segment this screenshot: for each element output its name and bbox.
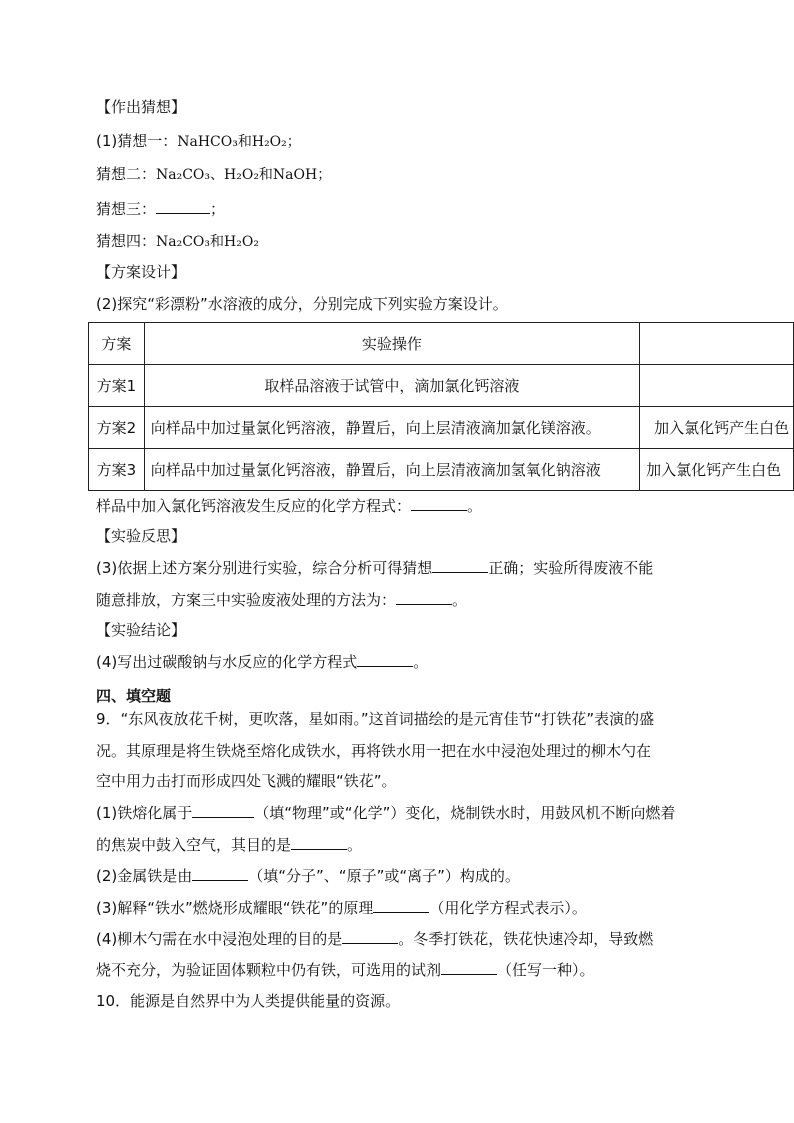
section-design-heading: 【方案设计】 — [96, 263, 187, 281]
q9-p3b: （用化学方程式表示）。 — [429, 899, 587, 917]
section-4-title: 四、填空题 — [96, 687, 172, 705]
q9-line2: 况。其原理是将生铁烧至熔化成铁水，再将铁水用一把在水中浸泡处理过的柳木勺在 — [96, 742, 652, 760]
q9-p1-blank-1[interactable] — [192, 802, 254, 818]
table-row — [89, 365, 794, 407]
q9-p1c: 的焦炭中鼓入空气，其目的是 — [96, 836, 292, 854]
guess-3-blank[interactable] — [156, 198, 210, 214]
question-3-line1 — [96, 557, 653, 578]
row-operation: 取样品溶液于试管中，滴加氯化钙溶液 — [144, 365, 639, 407]
q3-line2: 随意排放，方案三中实验废液处理的方法为： — [96, 591, 397, 609]
row-plan: 方案1 — [89, 365, 145, 407]
q9-p4c: 烧不充分，为验证固体颗粒中仍有铁，可选用的试剂 — [96, 961, 442, 979]
row-operation: 向样品中加过量氯化钙溶液，静置后，向上层清液滴加氢氧化钠溶液 — [144, 449, 639, 491]
question-10: 10．能源是自然界中为人类提供能量的资源。 — [96, 992, 401, 1010]
row-plan: 方案3 — [89, 449, 145, 491]
q9-part4-line2 — [96, 959, 595, 980]
guess-2 — [96, 164, 331, 185]
section-conclusion-heading: 【实验结论】 — [96, 621, 187, 639]
after-table-label: 样品中加入氯化钙溶液发生反应的化学方程式： — [96, 497, 412, 515]
q3-method-blank[interactable] — [396, 589, 452, 605]
q9-p1a: (1)铁熔化属于 — [96, 804, 193, 822]
guess-1-formula: NaHCO₃和H₂O₂； — [177, 134, 301, 150]
table-row — [89, 407, 794, 449]
after-table-suffix: 。 — [467, 497, 483, 515]
q9-part3 — [96, 897, 587, 918]
q9-line1: 9．“东风夜放花千树，更吹落，星如雨。”这首词描绘的是元宵佳节“打铁花”表演的盛 — [96, 710, 655, 728]
header-plan: 方案 — [89, 323, 145, 365]
section-reflection-heading: 【实验反思】 — [96, 527, 187, 545]
question-2-text: (2)探究“彩漂粉”水溶液的成分，分别完成下列实验方案设计。 — [96, 295, 508, 313]
q9-part2 — [96, 865, 520, 886]
header-operation: 实验操作 — [144, 323, 639, 365]
q4-blank[interactable] — [357, 651, 413, 667]
equation-blank[interactable] — [411, 495, 467, 511]
q4-text: (4)写出过碳酸钠与水反应的化学方程式 — [96, 653, 358, 671]
guess-4-label: 猜想四： — [96, 232, 157, 250]
guess-4 — [96, 231, 259, 252]
q9-p2a: (2)金属铁是由 — [96, 867, 193, 885]
row-plan: 方案2 — [89, 407, 145, 449]
q9-p4d: （任写一种）。 — [497, 961, 595, 979]
guess-2-label: 猜想二： — [96, 165, 157, 183]
row-operation: 向样品中加过量氯化钙溶液，静置后，向上层清液滴加氯化镁溶液。 — [144, 407, 639, 449]
q3-guess-blank[interactable] — [432, 557, 488, 573]
q9-p4-blank-1[interactable] — [342, 928, 398, 944]
table-header-row — [89, 323, 794, 365]
q9-part1-line2 — [96, 834, 362, 855]
q9-part1-line1 — [96, 802, 675, 823]
q9-p3-blank[interactable] — [373, 897, 429, 913]
guess-3-suffix: ； — [210, 200, 226, 218]
q9-p2b: （填“分子”、“原子”或“离子”）构成的。 — [248, 867, 520, 885]
guess-3 — [96, 198, 225, 219]
q4-suffix: 。 — [413, 653, 429, 671]
q9-p1-blank-2[interactable] — [291, 834, 347, 850]
guess-3-label: 猜想三： — [96, 200, 157, 218]
question-3-line2 — [96, 589, 467, 610]
q9-p3a: (3)解释“铁水”燃烧形成耀眼“铁花”的原理 — [96, 899, 374, 917]
experiment-table — [88, 322, 794, 491]
guess-1-label: (1)猜想一： — [96, 132, 178, 150]
guess-2-formula: Na₂CO₃、H₂O₂和NaOH； — [156, 167, 332, 183]
table-row — [89, 449, 794, 491]
question-4 — [96, 651, 428, 672]
q3-suffix: 。 — [452, 591, 468, 609]
row-observation: 加入氯化钙产生白色 — [640, 407, 794, 449]
after-table-text — [96, 495, 482, 516]
section-hypothesis-heading: 【作出猜想】 — [96, 98, 187, 116]
guess-1 — [96, 131, 301, 152]
header-observation — [640, 323, 794, 365]
q9-part4-line1 — [96, 928, 653, 949]
q9-line3: 空中用力击打而形成四处飞溅的耀眼“铁花”。 — [96, 772, 397, 790]
q9-p1b: （填“物理”或“化学”）变化，烧制铁水时，用鼓风机不断向燃着 — [254, 804, 676, 822]
guess-4-formula: Na₂CO₃和H₂O₂ — [156, 234, 259, 250]
row-observation: 加入氯化钙产生白色 — [640, 449, 794, 491]
q9-p4-blank-2[interactable] — [441, 959, 497, 975]
q9-p2-blank[interactable] — [192, 865, 248, 881]
q9-p4b: 。冬季打铁花，铁花快速冷却，导致燃 — [398, 930, 654, 948]
row-observation — [640, 365, 794, 407]
q3-part2: 正确；实验所得废液不能 — [488, 559, 654, 577]
q9-p4a: (4)柳木勺需在水中浸泡处理的目的是 — [96, 930, 343, 948]
q9-p1d: 。 — [347, 836, 363, 854]
q3-part1: (3)依据上述方案分别进行实验，综合分析可得猜想 — [96, 559, 433, 577]
